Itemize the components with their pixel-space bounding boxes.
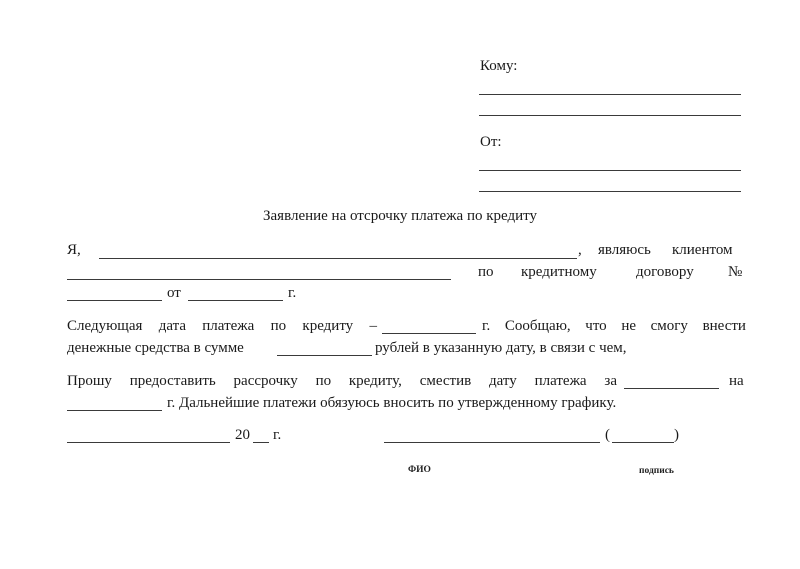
date-line[interactable] xyxy=(67,442,230,443)
client-name-line[interactable] xyxy=(99,258,577,259)
word: сместив xyxy=(419,373,472,389)
paren-close: ) xyxy=(674,427,679,443)
bank-name-line[interactable] xyxy=(67,279,451,280)
text-po: по xyxy=(478,264,494,280)
contract-number-line[interactable] xyxy=(67,300,162,301)
word: Сообщаю, xyxy=(504,318,571,334)
from-field-line-2[interactable] xyxy=(479,191,741,192)
p2-line2-start: денежные средства в сумме xyxy=(67,340,244,356)
defer-period-line[interactable] xyxy=(624,388,719,389)
text-yavlyayus: являюсь xyxy=(598,242,651,258)
word: дату xyxy=(489,373,517,389)
text-ot: от xyxy=(167,285,181,301)
paren-open: ( xyxy=(605,427,610,443)
to-field-line-1[interactable] xyxy=(479,94,741,95)
signature-label: подпись xyxy=(639,466,674,476)
from-label: От: xyxy=(480,134,502,150)
to-field-line-2[interactable] xyxy=(479,115,741,116)
word: Следующая xyxy=(67,318,143,334)
word: платежа xyxy=(202,318,255,334)
p3-line1-start xyxy=(67,372,617,390)
next-payment-date-line[interactable] xyxy=(382,333,476,334)
from-field-line-1[interactable] xyxy=(479,170,741,171)
word: по xyxy=(270,318,287,334)
fio-line[interactable] xyxy=(384,442,600,443)
year-suffix-line[interactable] xyxy=(253,442,269,443)
word: кредиту xyxy=(302,318,354,334)
year-g: г. xyxy=(273,427,282,443)
p2-line1-end xyxy=(482,317,746,335)
contract-date-line[interactable] xyxy=(188,300,283,301)
word: кредиту, xyxy=(348,373,402,389)
signature-line[interactable] xyxy=(612,442,674,443)
amount-line[interactable] xyxy=(277,355,372,356)
word: смогу xyxy=(650,318,688,334)
text-ya: Я, xyxy=(67,242,81,258)
word: по xyxy=(315,373,332,389)
text-klientom: клиентом xyxy=(672,242,733,258)
word: не xyxy=(621,318,636,334)
word: что xyxy=(585,318,607,334)
text-dogovoru: договору xyxy=(636,264,694,280)
word: платежа xyxy=(534,373,587,389)
text-kreditnomu: кредитному xyxy=(521,264,597,280)
word: за xyxy=(604,373,617,389)
document-title: Заявление на отсрочку платежа по кредиту xyxy=(263,208,537,224)
text-g: г. xyxy=(288,285,297,301)
text-comma: , xyxy=(578,242,582,258)
new-date-line[interactable] xyxy=(67,410,162,411)
p2-line1-start xyxy=(67,317,377,335)
year-prefix: 20 xyxy=(235,427,250,443)
p3-line2: г. Дальнейшие платежи обязуюсь вносить по утвержденному графику. xyxy=(167,395,617,411)
text-na: на xyxy=(729,373,744,389)
word: – xyxy=(369,318,377,334)
word: г. xyxy=(482,318,491,334)
to-label: Кому: xyxy=(480,58,518,74)
word: дата xyxy=(158,318,186,334)
word: рассрочку xyxy=(233,373,298,389)
word: Прошу xyxy=(67,373,112,389)
word: предоставить xyxy=(129,373,216,389)
word: внести xyxy=(702,318,746,334)
text-number-sign: № xyxy=(728,264,743,280)
p2-line2-end: рублей в указанную дату, в связи с чем, xyxy=(375,340,627,356)
fio-label: ФИО xyxy=(408,465,431,475)
